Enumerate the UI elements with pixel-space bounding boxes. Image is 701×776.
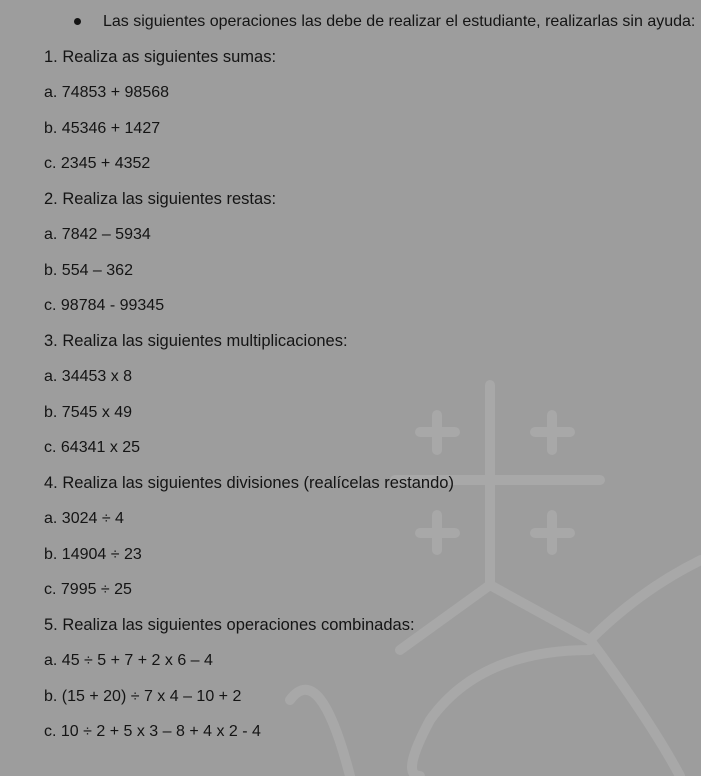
section-title: 3. Realiza las siguientes multiplicaciones: bbox=[44, 331, 348, 350]
section-title: 2. Realiza las siguientes restas: bbox=[44, 189, 277, 208]
exercise-item: a. 45 ÷ 5 + 7 + 2 x 6 – 4 bbox=[44, 652, 213, 669]
document-body bbox=[44, 4, 701, 750]
exercise-item: c. 10 ÷ 2 + 5 x 3 – 8 + 4 x 2 - 4 bbox=[44, 723, 261, 740]
section-title: 4. Realiza las siguientes divisiones (realícelas restando) bbox=[44, 473, 454, 492]
intro-text: Las siguientes operaciones las debe de realizar el estudiante, realizarlas sin ayuda: bbox=[103, 13, 696, 30]
exercise-item: a. 74853 + 98568 bbox=[44, 84, 170, 101]
exercise-item: b. 45346 + 1427 bbox=[44, 119, 161, 137]
section-5 bbox=[44, 608, 701, 750]
exercise-item: a. 34453 x 8 bbox=[44, 368, 133, 385]
bullet-icon bbox=[74, 18, 81, 25]
exercise-item: c. 98784 - 99345 bbox=[44, 297, 165, 314]
exercise-item: c. 2345 + 4352 bbox=[44, 155, 151, 172]
section-title: 1. Realiza as siguientes sumas: bbox=[44, 47, 277, 66]
exercise-item: b. (15 + 20) ÷ 7 x 4 – 10 + 2 bbox=[44, 687, 242, 705]
section-4 bbox=[44, 466, 701, 608]
exercise-item: c. 64341 x 25 bbox=[44, 439, 141, 456]
exercise-item: b. 7545 x 49 bbox=[44, 403, 133, 421]
exercise-item: a. 3024 ÷ 4 bbox=[44, 510, 124, 527]
intro-bullet bbox=[44, 4, 701, 40]
section-1 bbox=[44, 40, 701, 182]
exercise-item: b. 554 – 362 bbox=[44, 261, 133, 279]
section-2 bbox=[44, 182, 701, 324]
exercise-item: a. 7842 – 5934 bbox=[44, 226, 151, 243]
section-3 bbox=[44, 324, 701, 466]
exercise-item: c. 7995 ÷ 25 bbox=[44, 581, 132, 598]
section-title: 5. Realiza las siguientes operaciones combinadas: bbox=[44, 615, 415, 634]
exercise-item: b. 14904 ÷ 23 bbox=[44, 545, 142, 563]
